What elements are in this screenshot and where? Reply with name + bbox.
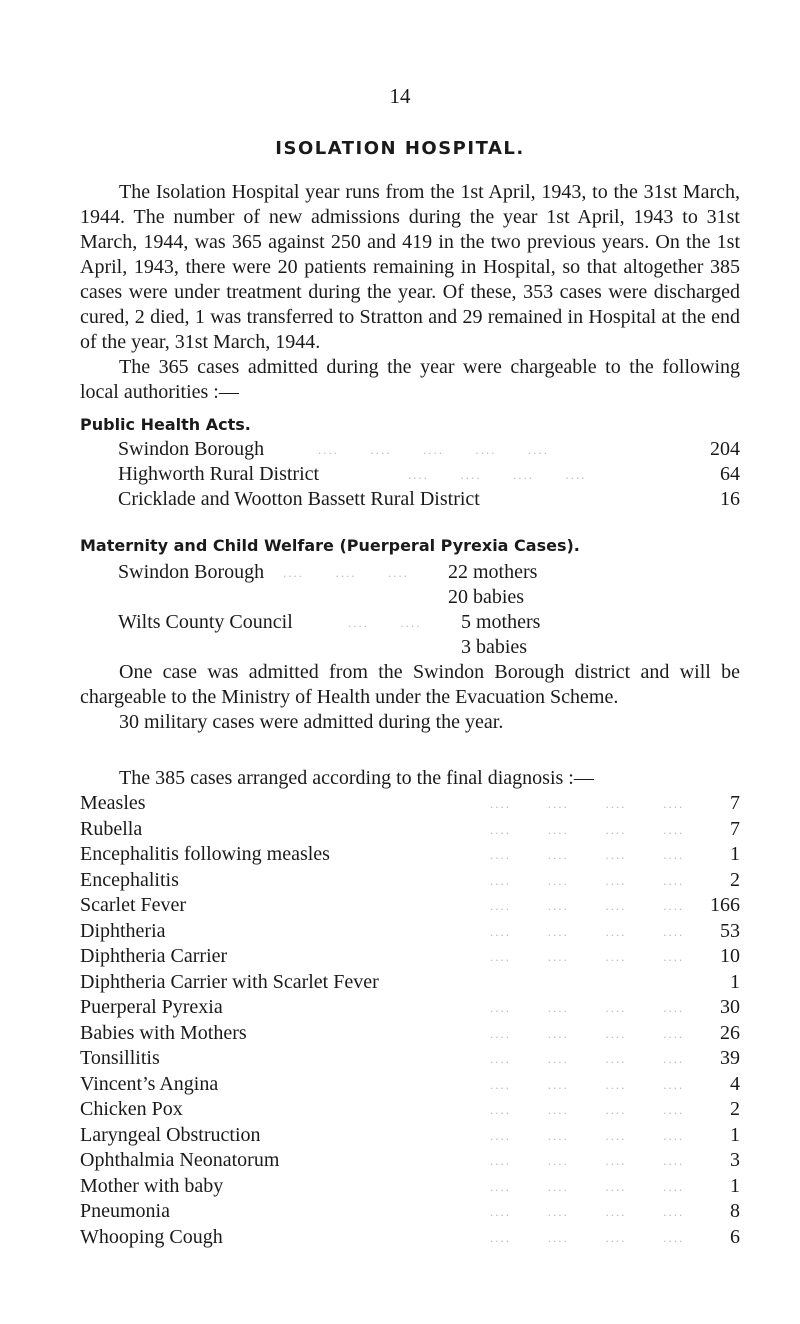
diagnosis-row: Encephalitis following measles .... .... .... .... 1: [80, 843, 740, 865]
diagnosis-label: Diphtheria Carrier: [80, 945, 228, 967]
diagnosis-row: Diphtheria .... .... .... .... 53: [80, 919, 740, 942]
diagnosis-label: Diphtheria Carrier with Scarlet Fever: [80, 970, 379, 993]
row-value: 16: [720, 488, 740, 510]
diagnosis-label: Encephalitis following measles: [80, 843, 330, 865]
diagnosis-label: Chicken Pox: [80, 1098, 183, 1120]
row-value: 204: [710, 438, 740, 460]
row-label: Swindon Borough: [118, 438, 265, 460]
diagnosis-label: Whooping Cough: [80, 1225, 223, 1248]
diagnosis-row: Scarlet Fever .... .... .... .... 166: [80, 894, 740, 916]
diagnosis-label: Puerperal Pyrexia: [80, 996, 223, 1018]
diagnosis-row: [80, 970, 740, 995]
mothers-count: 22 mothers: [448, 561, 538, 583]
diagnosis-label: Mother with baby: [80, 1174, 224, 1197]
diagnosis-value: 7: [730, 792, 740, 814]
maternity-row: [118, 585, 708, 610]
diagnosis-value: 26: [720, 1021, 740, 1044]
diagnosis-label: Measles: [80, 792, 146, 814]
public-health-row: Highworth Rural District .... .... .... .... 64: [118, 463, 740, 485]
diagnosis-row: Chicken Pox .... .... .... .... 2: [80, 1098, 740, 1120]
diagnosis-label: Pneumonia: [80, 1200, 170, 1222]
row-label: Cricklade and Wootton Bassett Rural District: [118, 488, 480, 510]
diagnosis-row: Ophthalmia Neonatorum .... .... .... .... 3: [80, 1149, 740, 1171]
diagnosis-value: 1: [730, 1174, 740, 1197]
diagnosis-intro: The 385 cases arranged according to the final diagnosis :—: [119, 767, 594, 789]
diagnosis-value: 3: [730, 1149, 740, 1171]
diagnosis-value: 10: [720, 945, 740, 967]
maternity-row: Swindon Borough .... .... .... 22 mothers: [118, 561, 538, 583]
diagnosis-value: 30: [720, 996, 740, 1018]
maternity-row: Wilts County Council .... .... 5 mothers: [118, 611, 541, 633]
diagnosis-label: Diphtheria: [80, 919, 166, 942]
diagnosis-row: Rubella .... .... .... .... 7: [80, 817, 740, 840]
diagnosis-row: Puerperal Pyrexia .... .... .... .... 30: [80, 996, 740, 1018]
diagnosis-row: Encephalitis .... .... .... .... 2: [80, 868, 740, 891]
page-number: 14: [389, 84, 411, 108]
diagnosis-label: Vincent’s Angina: [80, 1072, 219, 1095]
diagnosis-value: 4: [730, 1072, 740, 1095]
row-label: Swindon Borough: [118, 561, 265, 583]
diagnosis-value: 2: [730, 868, 740, 891]
diagnosis-row: Tonsillitis .... .... .... .... 39: [80, 1047, 740, 1069]
page-title: ISOLATION HOSPITAL.: [275, 138, 525, 159]
diagnosis-row: Pneumonia .... .... .... .... 8: [80, 1200, 740, 1222]
public-health-row: Swindon Borough .... .... .... .... .... 204: [118, 438, 740, 460]
diagnosis-value: 39: [720, 1047, 740, 1069]
diagnosis-row: Mother with baby .... .... .... .... 1: [80, 1174, 740, 1197]
diagnosis-row: Babies with Mothers .... .... .... .... 26: [80, 1021, 740, 1044]
diagnosis-label: Rubella: [80, 817, 143, 840]
diagnosis-label: Ophthalmia Neonatorum: [80, 1149, 280, 1171]
diagnosis-value: 1: [730, 843, 740, 865]
diagnosis-row: Laryngeal Obstruction .... .... .... .... 1: [80, 1123, 740, 1146]
diagnosis-label: Laryngeal Obstruction: [80, 1123, 261, 1146]
diagnosis-label: Encephalitis: [80, 868, 179, 891]
diagnosis-value: 6: [730, 1225, 740, 1248]
military-paragraph: 30 military cases were admitted during the year.: [119, 711, 504, 733]
diagnosis-value: 8: [730, 1200, 740, 1222]
diagnosis-label: Babies with Mothers: [80, 1021, 247, 1044]
public-health-row: [118, 487, 740, 512]
chargeable-paragraph: The 365 cases admitted during the year were chargeable to the following local authorities :—: [80, 356, 740, 403]
diagnosis-row: Vincent’s Angina .... .... .... .... 4: [80, 1072, 740, 1095]
diagnosis-row: Measles .... .... .... .... 7: [80, 792, 740, 814]
babies-count: 20 babies: [448, 586, 525, 608]
mothers-count: 5 mothers: [461, 611, 541, 633]
row-label: Wilts County Council: [118, 611, 293, 633]
diagnosis-label: Scarlet Fever: [80, 894, 187, 916]
babies-count: 3 babies: [461, 636, 528, 658]
diagnosis-value: 2: [730, 1098, 740, 1120]
row-label: Highworth Rural District: [118, 463, 320, 485]
diagnosis-value: 7: [730, 817, 740, 840]
diagnosis-value: 166: [710, 894, 740, 916]
evacuation-paragraph: One case was admitted from the Swindon Borough district and will be chargeable to the Ministry of Health under the Evacuation Scheme.: [80, 661, 740, 708]
diagnosis-value: 53: [720, 919, 740, 942]
row-value: 64: [720, 463, 740, 485]
public-health-heading: Public Health Acts.: [80, 415, 251, 434]
diagnosis-value: 1: [730, 1123, 740, 1146]
diagnosis-row: Diphtheria Carrier .... .... .... .... 10: [80, 945, 740, 967]
diagnosis-value: 1: [730, 970, 740, 993]
intro-paragraph: The Isolation Hospital year runs from the 1st April, 1943, to the 31st March, 1944. The number of new admissions during the year 1st April, 1943 to 31st March, 1944, was 365 against 250 and 419 in the two previous years. On the 1st April, 1943, there were 20 patients remaining in Hospital, so that altogether 385 cases were under treatment during the year. Of these, 353 cases were discharged cured, 2 died, 1 was transferred to Stratton and 29 remained in Hospital at the end of the year, 31st March, 1944.: [80, 181, 740, 353]
diagnosis-row: Whooping Cough .... .... .... .... 6: [80, 1225, 740, 1248]
maternity-heading: Maternity and Child Welfare (Puerperal Pyrexia Cases).: [80, 536, 580, 555]
maternity-row: [118, 635, 708, 660]
diagnosis-label: Tonsillitis: [80, 1047, 160, 1069]
